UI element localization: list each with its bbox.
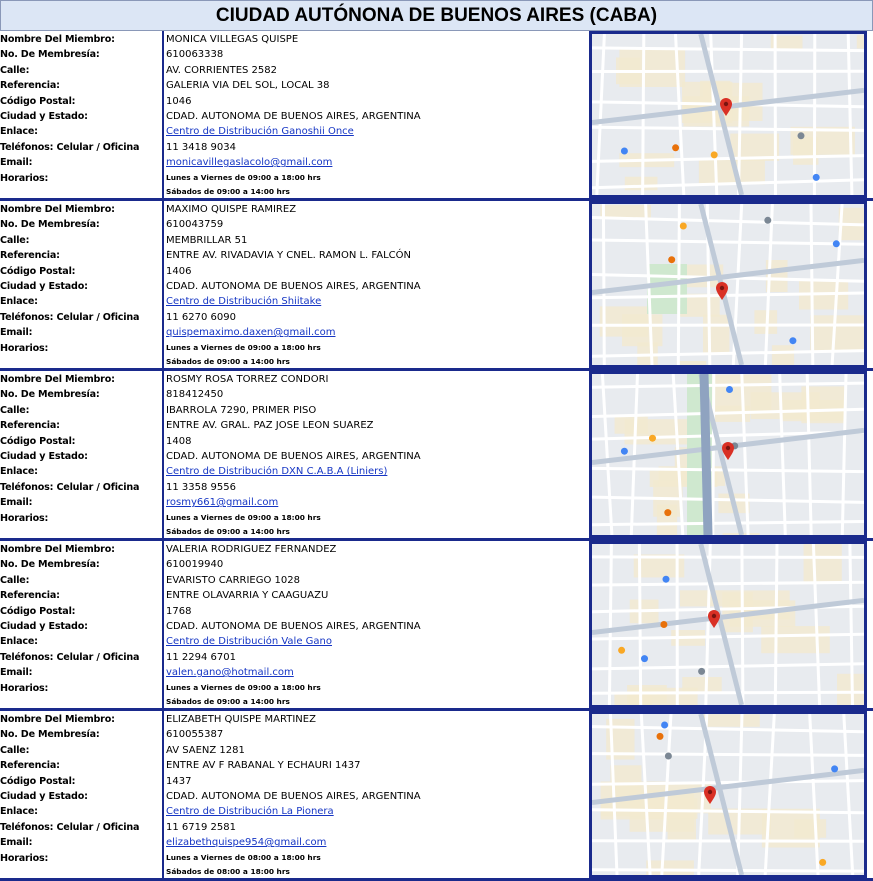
member-name: MONICA VILLEGAS QUISPE bbox=[166, 34, 299, 45]
address-reference: GALERIA VIA DEL SOL, LOCAL 38 bbox=[166, 80, 330, 92]
postal-code: 1768 bbox=[166, 605, 192, 617]
field-label-phone: Teléfonos: Celular / Oficina bbox=[0, 311, 140, 323]
field-values bbox=[166, 372, 586, 538]
hours-saturday: Sábados de 09:00 a 14:00 hrs bbox=[166, 356, 290, 366]
postal-code: 1408 bbox=[166, 435, 192, 447]
street-address: EVARISTO CARRIEGO 1028 bbox=[166, 574, 300, 586]
address-reference: ENTRE OLAVARRIA Y CAAGUAZU bbox=[166, 590, 329, 602]
field-label-email: Email: bbox=[0, 837, 33, 849]
city-state: CDAD. AUTONOMA DE BUENOS AIRES, ARGENTINA bbox=[166, 450, 421, 462]
field-labels bbox=[0, 372, 162, 538]
membership-number: 610019940 bbox=[166, 559, 224, 571]
distribution-center-link[interactable]: Centro de Distribución Vale Gano bbox=[166, 636, 332, 648]
distribution-center-link[interactable]: Centro de Distribución Shiitake bbox=[166, 296, 322, 308]
field-labels bbox=[0, 202, 162, 368]
field-label-membership: No. De Membresía: bbox=[0, 559, 100, 571]
field-label-city: Ciudad y Estado: bbox=[0, 450, 88, 462]
phone-number: 11 2294 6701 bbox=[166, 651, 236, 663]
field-label-street: Calle: bbox=[0, 64, 30, 76]
field-label-phone: Teléfonos: Celular / Oficina bbox=[0, 651, 140, 663]
email-link[interactable]: rosmy661@gmail.com bbox=[166, 497, 279, 509]
member-name: ELIZABETH QUISPE MARTINEZ bbox=[166, 714, 316, 725]
distribution-center-link[interactable]: Centro de Distribución Ganoshii Once bbox=[166, 126, 354, 138]
city-state: CDAD. AUTONOMA DE BUENOS AIRES, ARGENTINA bbox=[166, 280, 421, 292]
street-address: AV. CORRIENTES 2582 bbox=[166, 64, 278, 76]
field-label-name: Nombre Del Miembro: bbox=[0, 204, 115, 215]
member-record bbox=[0, 711, 873, 881]
email-link[interactable]: elizabethquispe954@gmail.com bbox=[166, 837, 327, 849]
location-map[interactable] bbox=[589, 711, 867, 878]
field-label-email: Email: bbox=[0, 497, 33, 509]
location-map[interactable] bbox=[589, 371, 867, 538]
distribution-center-link[interactable]: Centro de Distribución La Pionera bbox=[166, 806, 334, 818]
field-label-reference: Referencia: bbox=[0, 420, 60, 432]
field-label-hours: Horarios: bbox=[0, 512, 49, 524]
location-map[interactable] bbox=[589, 201, 867, 368]
postal-code: 1046 bbox=[166, 95, 192, 107]
field-label-city: Ciudad y Estado: bbox=[0, 790, 88, 802]
email-link[interactable]: valen.gano@hotmail.com bbox=[166, 667, 294, 679]
address-reference: ENTRE AV. RIVADAVIA Y CNEL. RAMON L. FALCÓN bbox=[166, 250, 411, 262]
hours-saturday: Sábados de 09:00 a 14:00 hrs bbox=[166, 696, 290, 706]
hours-saturday: Sábados de 09:00 a 14:00 hrs bbox=[166, 186, 290, 196]
hours-weekdays: Lunes a Viernes de 08:00 a 18:00 hrs bbox=[166, 852, 321, 862]
field-label-link: Enlace: bbox=[0, 126, 38, 138]
field-label-street: Calle: bbox=[0, 744, 30, 756]
hours-weekdays: Lunes a Viernes de 09:00 a 18:00 hrs bbox=[166, 342, 321, 352]
member-record bbox=[0, 371, 873, 541]
page-title: CIUDAD AUTÓNONA DE BUENOS AIRES (CABA) bbox=[0, 0, 873, 31]
field-label-reference: Referencia: bbox=[0, 80, 60, 92]
field-label-membership: No. De Membresía: bbox=[0, 49, 100, 61]
field-label-membership: No. De Membresía: bbox=[0, 729, 100, 741]
field-label-phone: Teléfonos: Celular / Oficina bbox=[0, 141, 140, 153]
address-reference: ENTRE AV F RABANAL Y ECHAURI 1437 bbox=[166, 760, 361, 772]
field-labels bbox=[0, 32, 162, 198]
field-label-phone: Teléfonos: Celular / Oficina bbox=[0, 821, 140, 833]
phone-number: 11 3358 9556 bbox=[166, 481, 236, 493]
email-link[interactable]: quispemaximo.daxen@gmail.com bbox=[166, 327, 336, 339]
phone-number: 11 6719 2581 bbox=[166, 821, 236, 833]
phone-number: 11 3418 9034 bbox=[166, 141, 236, 153]
field-label-street: Calle: bbox=[0, 234, 30, 246]
member-name: MAXIMO QUISPE RAMIREZ bbox=[166, 204, 297, 215]
city-state: CDAD. AUTONOMA DE BUENOS AIRES, ARGENTINA bbox=[166, 790, 421, 802]
field-label-postal: Código Postal: bbox=[0, 265, 76, 277]
member-record bbox=[0, 201, 873, 371]
field-label-reference: Referencia: bbox=[0, 250, 60, 262]
field-label-link: Enlace: bbox=[0, 806, 38, 818]
field-label-postal: Código Postal: bbox=[0, 95, 76, 107]
hours-weekdays: Lunes a Viernes de 09:00 a 18:00 hrs bbox=[166, 682, 321, 692]
field-label-phone: Teléfonos: Celular / Oficina bbox=[0, 481, 140, 493]
column-divider bbox=[162, 201, 164, 368]
field-label-membership: No. De Membresía: bbox=[0, 219, 100, 231]
hours-saturday: Sábados de 08:00 a 18:00 hrs bbox=[166, 866, 290, 876]
distribution-center-link[interactable]: Centro de Distribución DXN C.A.B.A (Liniers) bbox=[166, 466, 388, 478]
member-name: ROSMY ROSA TORREZ CONDORI bbox=[166, 374, 329, 385]
address-reference: ENTRE AV. GRAL. PAZ JOSE LEON SUAREZ bbox=[166, 420, 374, 432]
field-labels bbox=[0, 712, 162, 878]
postal-code: 1406 bbox=[166, 265, 192, 277]
hours-saturday: Sábados de 09:00 a 14:00 hrs bbox=[166, 526, 290, 536]
location-map[interactable] bbox=[589, 541, 867, 708]
field-label-link: Enlace: bbox=[0, 466, 38, 478]
field-label-postal: Código Postal: bbox=[0, 435, 76, 447]
field-label-postal: Código Postal: bbox=[0, 775, 76, 787]
column-divider bbox=[162, 541, 164, 708]
field-label-email: Email: bbox=[0, 157, 33, 169]
membership-number: 610055387 bbox=[166, 729, 224, 741]
field-label-name: Nombre Del Miembro: bbox=[0, 374, 115, 385]
field-values bbox=[166, 542, 586, 708]
hours-weekdays: Lunes a Viernes de 09:00 a 18:00 hrs bbox=[166, 512, 321, 522]
column-divider bbox=[162, 371, 164, 538]
email-link[interactable]: monicavillegaslacolo@gmail.com bbox=[166, 157, 333, 169]
street-address: IBARROLA 7290, PRIMER PISO bbox=[166, 404, 317, 416]
membership-number: 610043759 bbox=[166, 219, 224, 231]
field-label-hours: Horarios: bbox=[0, 852, 49, 864]
field-values bbox=[166, 202, 586, 368]
field-label-name: Nombre Del Miembro: bbox=[0, 714, 115, 725]
member-name: VALERIA RODRIGUEZ FERNANDEZ bbox=[166, 544, 337, 555]
field-values bbox=[166, 32, 586, 198]
field-label-name: Nombre Del Miembro: bbox=[0, 544, 115, 555]
column-divider bbox=[162, 711, 164, 878]
street-address: AV SAENZ 1281 bbox=[166, 744, 245, 756]
column-divider bbox=[162, 31, 164, 198]
street-address: MEMBRILLAR 51 bbox=[166, 234, 248, 246]
field-label-postal: Código Postal: bbox=[0, 605, 76, 617]
records-list bbox=[0, 31, 873, 881]
field-label-city: Ciudad y Estado: bbox=[0, 620, 88, 632]
postal-code: 1437 bbox=[166, 775, 192, 787]
field-labels bbox=[0, 542, 162, 708]
city-state: CDAD. AUTONOMA DE BUENOS AIRES, ARGENTINA bbox=[166, 110, 421, 122]
field-label-link: Enlace: bbox=[0, 636, 38, 648]
location-map[interactable] bbox=[589, 31, 867, 198]
field-label-reference: Referencia: bbox=[0, 760, 60, 772]
field-label-email: Email: bbox=[0, 327, 33, 339]
membership-number: 610063338 bbox=[166, 49, 224, 61]
field-label-street: Calle: bbox=[0, 404, 30, 416]
field-label-city: Ciudad y Estado: bbox=[0, 280, 88, 292]
field-label-city: Ciudad y Estado: bbox=[0, 110, 88, 122]
membership-number: 818412450 bbox=[166, 389, 224, 401]
field-label-membership: No. De Membresía: bbox=[0, 389, 100, 401]
member-record bbox=[0, 541, 873, 711]
member-record bbox=[0, 31, 873, 201]
field-label-hours: Horarios: bbox=[0, 682, 49, 694]
field-label-hours: Horarios: bbox=[0, 172, 49, 184]
field-label-email: Email: bbox=[0, 667, 33, 679]
field-label-link: Enlace: bbox=[0, 296, 38, 308]
field-label-street: Calle: bbox=[0, 574, 30, 586]
field-values bbox=[166, 712, 586, 878]
hours-weekdays: Lunes a Viernes de 09:00 a 18:00 hrs bbox=[166, 172, 321, 182]
phone-number: 11 6270 6090 bbox=[166, 311, 236, 323]
field-label-reference: Referencia: bbox=[0, 590, 60, 602]
city-state: CDAD. AUTONOMA DE BUENOS AIRES, ARGENTINA bbox=[166, 620, 421, 632]
field-label-name: Nombre Del Miembro: bbox=[0, 34, 115, 45]
field-label-hours: Horarios: bbox=[0, 342, 49, 354]
